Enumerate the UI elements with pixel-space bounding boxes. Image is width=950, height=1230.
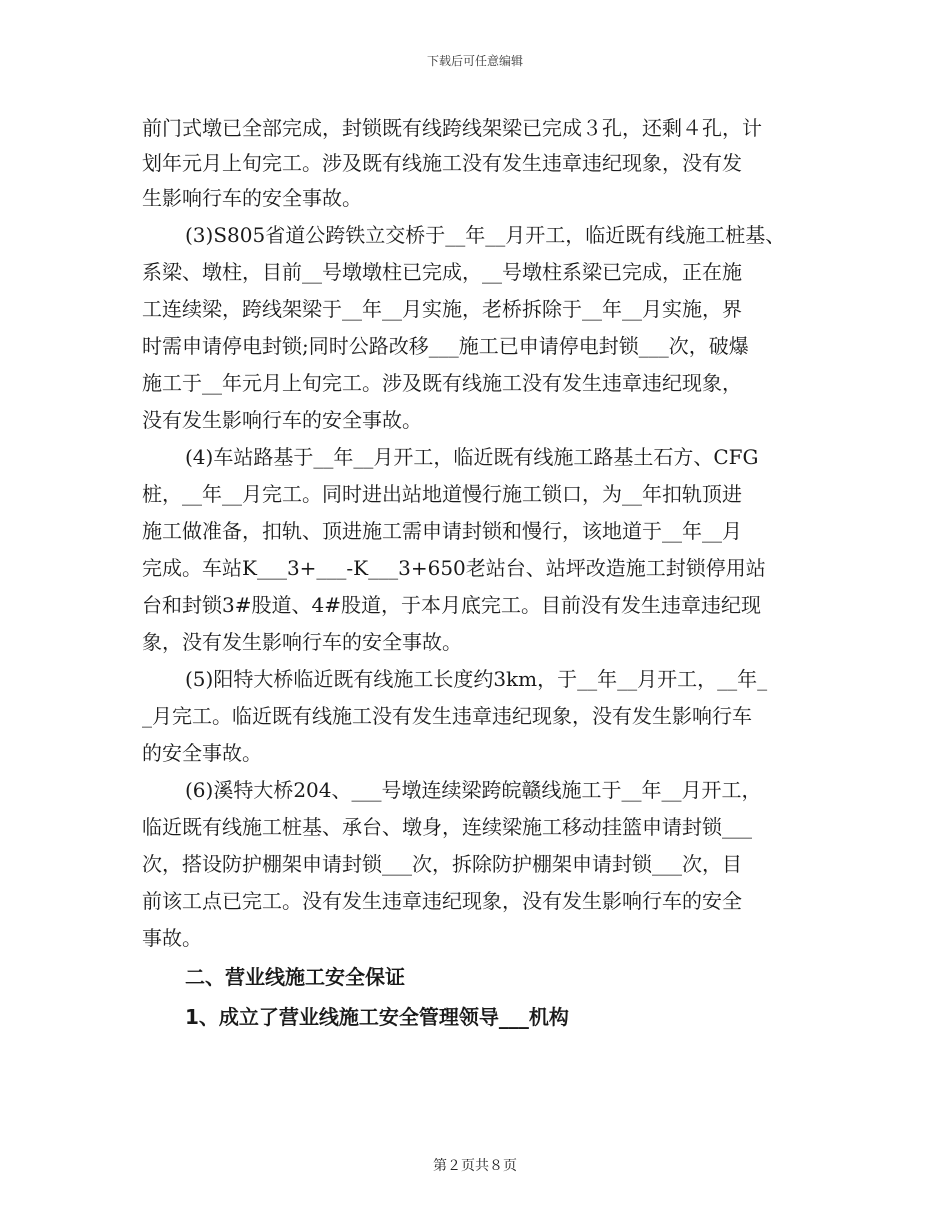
body-text-line: 前门式墩已全部完成，封锁既有线跨线架梁已完成３孔，还剩４孔，计: [142, 116, 762, 140]
body-text-line: (5)阳特大桥临近既有线施工长度约3km，于__年__月开工，__年_: [185, 667, 768, 691]
body-text-line: 系梁、墩柱，目前__号墩墩柱已完成，__号墩柱系梁已完成，正在施: [142, 260, 742, 284]
body-text-line: 次，搭设防护棚架申请封锁___次，拆除防护棚架申请封锁___次，目: [142, 852, 742, 876]
body-text-line: (6)溪特大桥204、___号墩连续梁跨皖赣线施工于__年__月开工，: [185, 778, 762, 802]
body-text-line: 临近既有线施工桩基、承台、墩身，连续梁施工移动挂篮申请封锁___: [142, 815, 752, 839]
body-text-line: 施工做准备，扣轨、顶进施工需申请封锁和慢行，该地道于__年__月: [142, 519, 742, 543]
body-text-line: 完成。车站K___3+___-K___3+650老站台、站坪改造施工封锁停用站: [142, 556, 766, 580]
body-text-line: 工连续梁，跨线架梁于__年__月实施，老桥拆除于__年__月实施，界: [142, 297, 742, 321]
body-text-line: 桩，__年__月完工。同时进出站地道慢行施工锁口，为__年扣轨顶进: [142, 482, 742, 506]
body-text-line: 没有发生影响行车的安全事故。: [142, 408, 422, 432]
body-text-line: _月完工。临近既有线施工没有发生违章违纪现象，没有发生影响行车: [142, 704, 752, 728]
body-text-line: 象，没有发生影响行车的安全事故。: [142, 630, 462, 654]
body-text-line: 的安全事故。: [142, 741, 262, 765]
body-text-line: 时需申请停电封锁;同时公路改移___施工已申请停电封锁___次，破爆: [142, 334, 749, 358]
body-text-line: 前该工点已完工。没有发生违章违纪现象，没有发生影响行车的安全: [142, 889, 742, 913]
body-text-line: 施工于__年元月上旬完工。涉及既有线施工没有发生违章违纪现象，: [142, 371, 742, 395]
body-text-line: (4)车站路基于__年__月开工，临近既有线施工路基土石方、CFG: [185, 445, 759, 469]
page-header: 下载后可任意编辑: [426, 54, 523, 68]
body-text-line: (3)S805省道公跨铁立交桥于__年__月开工，临近既有线施工桩基、: [185, 223, 786, 247]
body-text-line: 台和封锁3#股道、4#股道，于本月底完工。目前没有发生违章违纪现: [142, 593, 761, 617]
section-heading: 二、营业线施工安全保证: [185, 965, 405, 989]
body-text-line: 事故。: [142, 926, 202, 950]
page-footer: 第２页共８页: [433, 1158, 517, 1174]
body-text-line: 划年元月上旬完工。涉及既有线施工没有发生违章违纪现象，没有发: [142, 151, 742, 175]
body-text-line: 生影响行车的安全事故。: [142, 186, 362, 210]
subsection-heading: 1、成立了营业线施工安全管理领导___机构: [185, 1005, 569, 1029]
